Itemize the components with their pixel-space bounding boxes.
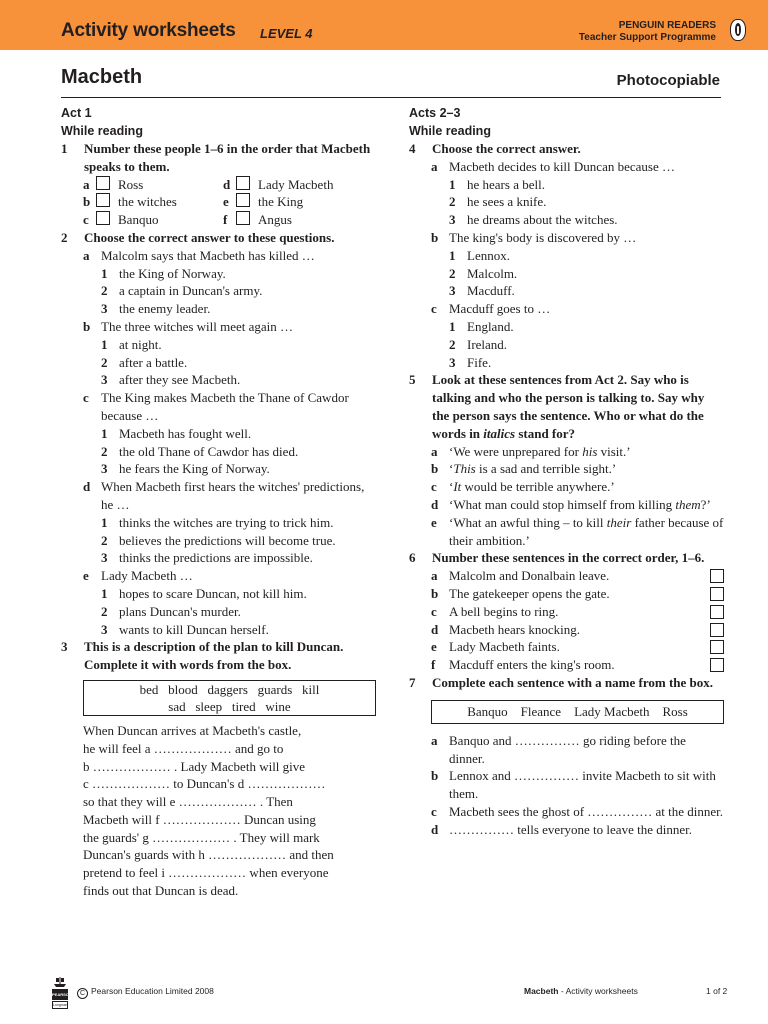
item-letter: f bbox=[431, 657, 436, 673]
sub-text: The king's body is discovered by … bbox=[449, 229, 637, 245]
option-number: 3 bbox=[449, 283, 456, 299]
option-number: 2 bbox=[449, 194, 456, 210]
checkbox[interactable] bbox=[96, 193, 110, 207]
copyright-icon: C bbox=[77, 988, 88, 999]
passage-line: b ……………… . Lady Macbeth will give bbox=[83, 758, 306, 774]
sub-question bbox=[61, 318, 376, 336]
worksheet-title: Activity worksheets bbox=[61, 20, 236, 41]
option-text: thinks the predictions are impossible. bbox=[119, 550, 313, 566]
question-text: Number these people 1–6 in the order that Macbeth speaks to them. bbox=[84, 141, 371, 174]
option-text: he hears a bell. bbox=[467, 176, 545, 192]
order-checkbox[interactable] bbox=[710, 569, 724, 583]
footer-doc: - Activity worksheets bbox=[558, 986, 638, 996]
q1-item bbox=[83, 193, 223, 211]
q1-row bbox=[61, 193, 376, 211]
passage-line: pretend to feel i ……………… when everyone bbox=[83, 865, 329, 881]
level-label: LEVEL 4 bbox=[260, 26, 313, 41]
option-number: 2 bbox=[449, 265, 456, 281]
order-checkbox[interactable] bbox=[710, 623, 724, 637]
checkbox[interactable] bbox=[96, 211, 110, 225]
answer-option bbox=[409, 265, 724, 283]
answer-option bbox=[61, 371, 376, 389]
order-checkbox[interactable] bbox=[710, 587, 724, 601]
item-letter: a bbox=[83, 176, 90, 192]
passage-line: When Duncan arrives at Macbeth's castle, bbox=[83, 722, 302, 738]
option-text: the King of Norway. bbox=[119, 265, 226, 281]
q5-item bbox=[409, 496, 724, 514]
item-text: Macbeth hears knocking. bbox=[449, 621, 581, 637]
passage-line: so that they will e ……………… . Then bbox=[83, 794, 293, 810]
q1-item bbox=[83, 176, 223, 194]
right-column bbox=[409, 104, 724, 838]
item-letter: d bbox=[431, 821, 439, 837]
q3-passage bbox=[61, 722, 376, 900]
item-text: the witches bbox=[118, 194, 177, 210]
item-text: Malcolm and Donalbain leave. bbox=[449, 568, 610, 584]
option-number: 2 bbox=[101, 603, 108, 619]
book-title: Macbeth bbox=[61, 66, 143, 88]
sub-text: The King makes Macbeth the Thane of Cawdor because … bbox=[101, 390, 349, 423]
item-letter: b bbox=[83, 194, 91, 210]
q1-item bbox=[83, 211, 223, 229]
item-text: Lady Macbeth bbox=[258, 176, 334, 192]
item-text: Ross bbox=[118, 176, 144, 192]
left-column bbox=[61, 104, 376, 900]
answer-option bbox=[409, 318, 724, 336]
penguin-logo-icon bbox=[730, 19, 746, 41]
q2-parts bbox=[61, 247, 376, 639]
order-item bbox=[409, 603, 724, 621]
question-text: Complete each sentence with a name from the box. bbox=[432, 674, 714, 690]
option-number: 2 bbox=[101, 283, 108, 299]
right-subheading: While reading bbox=[409, 124, 491, 138]
item-text: Lennox and …………… invite Macbeth to sit with them. bbox=[449, 768, 716, 802]
sub-letter: c bbox=[83, 390, 89, 406]
item-letter: a bbox=[431, 568, 438, 584]
q1-item bbox=[223, 176, 363, 194]
sub-question bbox=[409, 300, 724, 318]
answer-option bbox=[61, 354, 376, 372]
order-checkbox[interactable] bbox=[710, 605, 724, 619]
sub-letter: c bbox=[431, 301, 437, 317]
order-checkbox[interactable] bbox=[710, 658, 724, 672]
q1-item bbox=[223, 211, 363, 229]
question-text: Choose the correct answer to these questions. bbox=[84, 229, 335, 245]
checkbox[interactable] bbox=[96, 176, 110, 190]
question-number: 2 bbox=[61, 229, 68, 245]
copyright bbox=[77, 986, 214, 999]
item-letter: c bbox=[431, 803, 437, 819]
item-letter: b bbox=[431, 585, 439, 601]
sub-letter: d bbox=[83, 479, 91, 495]
answer-option bbox=[61, 460, 376, 478]
option-number: 1 bbox=[449, 318, 456, 334]
answer-option bbox=[61, 603, 376, 621]
sub-letter: b bbox=[83, 318, 91, 334]
left-subheading: While reading bbox=[61, 124, 143, 138]
item-letter: c bbox=[83, 212, 89, 228]
q5-item bbox=[409, 443, 724, 461]
sub-text: When Macbeth first hears the witches' predictions, he … bbox=[101, 479, 365, 512]
item-letter: d bbox=[223, 176, 231, 192]
order-checkbox[interactable] bbox=[710, 640, 724, 654]
item-letter: b bbox=[431, 461, 439, 477]
question-number: 3 bbox=[61, 639, 68, 655]
q5-item bbox=[409, 514, 724, 550]
sub-text: Lady Macbeth … bbox=[101, 568, 193, 584]
option-text: Macduff. bbox=[467, 283, 515, 299]
sub-letter: a bbox=[431, 158, 438, 174]
option-text: Macbeth has fought well. bbox=[119, 425, 252, 441]
option-number: 1 bbox=[101, 425, 108, 441]
programme-name: Teacher Support Programme bbox=[578, 32, 716, 43]
question-6 bbox=[409, 549, 724, 567]
question-number: 1 bbox=[61, 141, 68, 156]
item-text: Banquo bbox=[118, 212, 159, 228]
question-text: Look at these sentences from Act 2. Say who is talking and who the person is talking to. Say why the person says the sentence. Who or what do the words in italics stand for? bbox=[432, 372, 705, 441]
page-number: 1 of 2 bbox=[706, 986, 728, 996]
option-text: after they see Macbeth. bbox=[119, 372, 241, 388]
option-text: Malcolm. bbox=[467, 265, 518, 281]
item-letter: b bbox=[431, 768, 439, 784]
item-text: ‘This is a sad and terrible sight.’ bbox=[449, 461, 617, 477]
option-text: a captain in Duncan's army. bbox=[119, 283, 263, 299]
option-number: 2 bbox=[449, 336, 456, 352]
item-text: ‘What man could stop himself from killing them?’ bbox=[449, 496, 711, 512]
copyright-text: Pearson Education Limited 2008 bbox=[91, 986, 214, 996]
option-text: wants to kill Duncan herself. bbox=[119, 621, 269, 637]
sub-question bbox=[409, 229, 724, 247]
answer-option bbox=[409, 247, 724, 265]
answer-option bbox=[61, 300, 376, 318]
order-item bbox=[409, 567, 724, 585]
item-text: Macbeth sees the ghost of …………… at the dinner. bbox=[449, 803, 724, 819]
answer-option bbox=[61, 621, 376, 639]
left-heading: Act 1 bbox=[61, 106, 92, 120]
answer-option bbox=[61, 585, 376, 603]
option-text: he dreams about the witches. bbox=[467, 212, 618, 228]
answer-option bbox=[61, 336, 376, 354]
option-text: believes the predictions will become true. bbox=[119, 532, 336, 548]
sub-text: The three witches will meet again … bbox=[101, 318, 294, 334]
answer-option bbox=[61, 282, 376, 300]
item-letter: e bbox=[431, 639, 437, 655]
item-text: Banquo and …………… go riding before the dinner. bbox=[449, 732, 686, 766]
option-number: 1 bbox=[101, 514, 108, 530]
answer-option bbox=[409, 193, 724, 211]
option-number: 3 bbox=[101, 621, 108, 637]
item-letter: c bbox=[431, 479, 437, 495]
option-text: he sees a knife. bbox=[467, 194, 547, 210]
sub-text: Macbeth decides to kill Duncan because … bbox=[449, 158, 675, 174]
word-box-line: bed blood daggers guards kill bbox=[139, 681, 320, 697]
brand-name: PENGUIN READERS bbox=[618, 20, 716, 31]
q5-item bbox=[409, 478, 724, 496]
option-text: plans Duncan's murder. bbox=[119, 603, 241, 619]
option-number: 3 bbox=[101, 372, 108, 388]
question-text: This is a description of the plan to kill Duncan. Complete it with words from the box. bbox=[84, 639, 344, 673]
option-number: 1 bbox=[101, 585, 108, 601]
passage-line: c ……………… to Duncan's d ……………… bbox=[83, 776, 326, 792]
item-text: ‘What an awful thing – to kill their father because of their ambition.’ bbox=[449, 514, 724, 548]
brand-block bbox=[579, 20, 716, 44]
question-number: 4 bbox=[409, 141, 416, 156]
q1-row bbox=[61, 211, 376, 229]
checkbox[interactable] bbox=[236, 211, 250, 225]
question-4 bbox=[409, 140, 724, 158]
sub-question bbox=[61, 567, 376, 585]
option-number: 2 bbox=[101, 354, 108, 370]
item-letter: d bbox=[431, 496, 439, 512]
item-text: Angus bbox=[258, 212, 292, 228]
order-item bbox=[409, 638, 724, 656]
title-divider bbox=[61, 97, 721, 98]
passage-line: Duncan's guards with h ……………… and then bbox=[83, 847, 334, 863]
sub-question bbox=[61, 247, 376, 265]
footer bbox=[0, 983, 768, 1013]
order-item bbox=[409, 585, 724, 603]
order-item bbox=[409, 656, 724, 674]
item-letter: f bbox=[223, 212, 228, 228]
item-text: …………… tells everyone to leave the dinner. bbox=[449, 821, 692, 837]
question-text: Choose the correct answer. bbox=[432, 141, 581, 156]
word-box-line: sad sleep tired wine bbox=[168, 698, 291, 714]
passage-line: finds out that Duncan is dead. bbox=[83, 883, 239, 899]
option-number: 2 bbox=[101, 443, 108, 459]
q6-items bbox=[409, 567, 724, 674]
option-number: 1 bbox=[449, 176, 456, 192]
logo-bottom-text: Longman bbox=[53, 1003, 68, 1007]
word-box bbox=[83, 680, 376, 716]
answer-option bbox=[409, 354, 724, 372]
option-number: 3 bbox=[449, 354, 456, 370]
order-item bbox=[409, 621, 724, 639]
sub-question bbox=[61, 478, 376, 514]
sub-letter: b bbox=[431, 229, 439, 245]
passage-line: he will feel a ……………… and go to bbox=[83, 740, 284, 756]
item-letter: a bbox=[431, 443, 438, 459]
q7-items bbox=[409, 732, 724, 839]
question-text: Number these sentences in the correct order, 1–6. bbox=[432, 550, 705, 566]
answer-option bbox=[409, 211, 724, 229]
answer-option bbox=[409, 336, 724, 354]
photocopiable-label: Photocopiable bbox=[616, 72, 720, 89]
name-box: Banquo Fleance Lady Macbeth Ross bbox=[431, 700, 724, 724]
passage-line: the guards' g ……………… . They will mark bbox=[83, 829, 320, 845]
sentence-item bbox=[409, 803, 724, 821]
option-text: after a battle. bbox=[119, 354, 188, 370]
answer-option bbox=[61, 443, 376, 461]
question-7 bbox=[409, 674, 724, 692]
answer-option bbox=[409, 176, 724, 194]
option-text: at night. bbox=[119, 336, 162, 352]
item-text: The gatekeeper opens the gate. bbox=[449, 585, 610, 601]
option-number: 1 bbox=[101, 336, 108, 352]
question-number: 7 bbox=[409, 674, 416, 690]
sentence-item bbox=[409, 767, 724, 803]
option-text: England. bbox=[467, 318, 514, 334]
option-text: Fife. bbox=[467, 354, 492, 370]
option-number: 3 bbox=[101, 301, 108, 317]
q1-item bbox=[223, 193, 363, 211]
answer-option bbox=[61, 514, 376, 532]
sub-question bbox=[409, 158, 724, 176]
option-text: thinks the witches are trying to trick him. bbox=[119, 514, 334, 530]
option-number: 3 bbox=[101, 550, 108, 566]
item-text: the King bbox=[258, 194, 304, 210]
item-text: A bell begins to ring. bbox=[449, 603, 559, 619]
footer-book: Macbeth bbox=[524, 986, 559, 996]
sub-question bbox=[61, 389, 376, 425]
option-text: Lennox. bbox=[467, 247, 510, 263]
answer-option bbox=[61, 425, 376, 443]
pearson-logo bbox=[52, 977, 72, 1011]
answer-option bbox=[61, 549, 376, 567]
item-letter: e bbox=[431, 514, 437, 530]
item-letter: c bbox=[431, 603, 437, 619]
footer-doc-title bbox=[524, 986, 638, 996]
q5-item bbox=[409, 460, 724, 478]
q4-parts bbox=[409, 158, 724, 372]
item-letter: e bbox=[223, 194, 229, 210]
sub-letter: a bbox=[83, 247, 90, 263]
option-number: 1 bbox=[449, 247, 456, 263]
answer-option bbox=[61, 265, 376, 283]
q1-row bbox=[61, 176, 376, 194]
item-text: Macduff enters the king's room. bbox=[449, 657, 615, 673]
question-number: 6 bbox=[409, 550, 416, 566]
sub-text: Malcolm says that Macbeth has killed … bbox=[101, 247, 315, 263]
option-text: Ireland. bbox=[467, 336, 508, 352]
passage-line: Macbeth will f ……………… Duncan using bbox=[83, 811, 316, 827]
sentence-item bbox=[409, 821, 724, 839]
right-heading: Acts 2–3 bbox=[409, 106, 461, 120]
header-bar bbox=[0, 0, 768, 50]
sentence-item bbox=[409, 732, 724, 768]
option-text: the old Thane of Cawdor has died. bbox=[119, 443, 299, 459]
question-1 bbox=[61, 140, 376, 176]
option-text: hopes to scare Duncan, not kill him. bbox=[119, 585, 307, 601]
option-text: the enemy leader. bbox=[119, 301, 211, 317]
item-letter: a bbox=[431, 732, 438, 748]
option-text: he fears the King of Norway. bbox=[119, 461, 270, 477]
checkbox[interactable] bbox=[236, 176, 250, 190]
logo-top-text: PEARSON bbox=[52, 989, 68, 1000]
sub-letter: e bbox=[83, 568, 89, 584]
option-number: 2 bbox=[101, 532, 108, 548]
answer-option bbox=[409, 282, 724, 300]
item-text: ‘We were unprepared for his visit.’ bbox=[449, 443, 631, 459]
question-number: 5 bbox=[409, 372, 416, 388]
item-text: ‘It would be terrible anywhere.’ bbox=[449, 479, 615, 495]
item-text: Lady Macbeth faints. bbox=[449, 639, 560, 655]
question-3 bbox=[61, 638, 376, 674]
question-5 bbox=[409, 371, 724, 442]
item-letter: d bbox=[431, 621, 439, 637]
checkbox[interactable] bbox=[236, 193, 250, 207]
option-number: 3 bbox=[101, 461, 108, 477]
answer-option bbox=[61, 532, 376, 550]
sub-text: Macduff goes to … bbox=[449, 301, 551, 317]
option-number: 3 bbox=[449, 212, 456, 228]
option-number: 1 bbox=[101, 265, 108, 281]
question-2 bbox=[61, 229, 376, 247]
ship-icon bbox=[54, 977, 66, 987]
